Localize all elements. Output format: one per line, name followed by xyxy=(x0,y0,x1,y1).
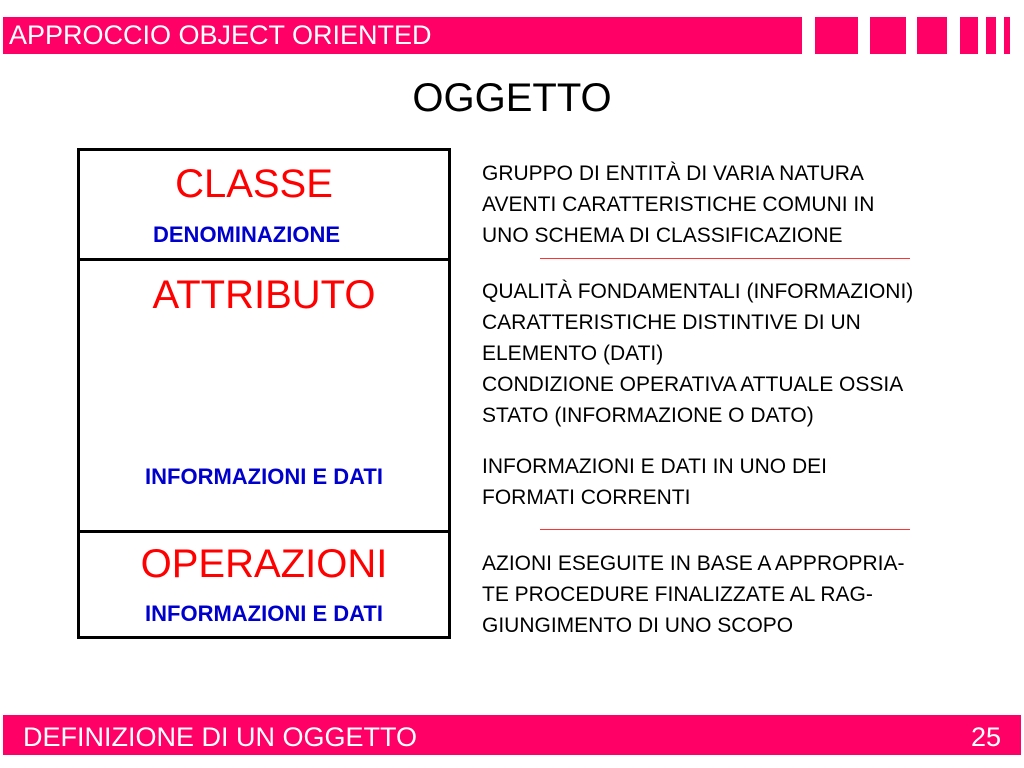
header-decor-block xyxy=(870,17,906,54)
header-decor-block xyxy=(960,17,978,54)
class-name-label: CLASSE xyxy=(175,162,333,206)
footer-bar xyxy=(3,715,1021,755)
attribute-section xyxy=(80,261,448,530)
attribute-label: ATTRIBUTO xyxy=(152,273,376,317)
attribute-sub-label: INFORMAZIONI E DATI xyxy=(145,464,383,489)
page-number: 25 xyxy=(970,722,1001,752)
operations-section xyxy=(80,533,448,636)
separator-line xyxy=(540,258,910,259)
header-title: APPROCCIO OBJECT ORIENTED xyxy=(9,20,432,50)
attributo-description: QUALITÀ FONDAMENTALI (INFORMAZIONI) CARATTERISTICHE DISTINTIVE DI UN ELEMENTO (DATI) CONDIZIONE OPERATIVA ATTUALE OSSIA STATO (INFORMAZIONE O DATO) xyxy=(482,280,914,427)
classe-description: GRUPPO DI ENTITÀ DI VARIA NATURA AVENTI CARATTERISTICHE COMUNI IN UNO SCHEMA DI CLASSIFICAZIONE xyxy=(482,162,875,247)
slide-title: OGGETTO xyxy=(412,76,612,120)
operations-sub-label: INFORMAZIONI E DATI xyxy=(145,601,383,626)
header-decor-block xyxy=(815,17,858,54)
header-decor-block xyxy=(917,17,947,54)
class-diagram xyxy=(77,148,451,639)
separator-line xyxy=(540,529,910,530)
operazioni-description: AZIONI ESEGUITE IN BASE A APPROPRIA- TE PROCEDURE FINALIZZATE AL RAG- GIUNGIMENTO DI UNO SCOPO xyxy=(482,552,905,637)
class-sub-label: DENOMINAZIONE xyxy=(153,222,340,247)
informazioni-description: INFORMAZIONI E DATI IN UNO DEI FORMATI CORRENTI xyxy=(482,455,827,509)
header-bar xyxy=(3,17,802,54)
footer-title: DEFINIZIONE DI UN OGGETTO xyxy=(23,722,418,752)
header-decor-block xyxy=(1004,17,1010,54)
class-section xyxy=(80,151,448,258)
header-decor-block xyxy=(986,17,996,54)
operations-label: OPERAZIONI xyxy=(140,542,388,586)
